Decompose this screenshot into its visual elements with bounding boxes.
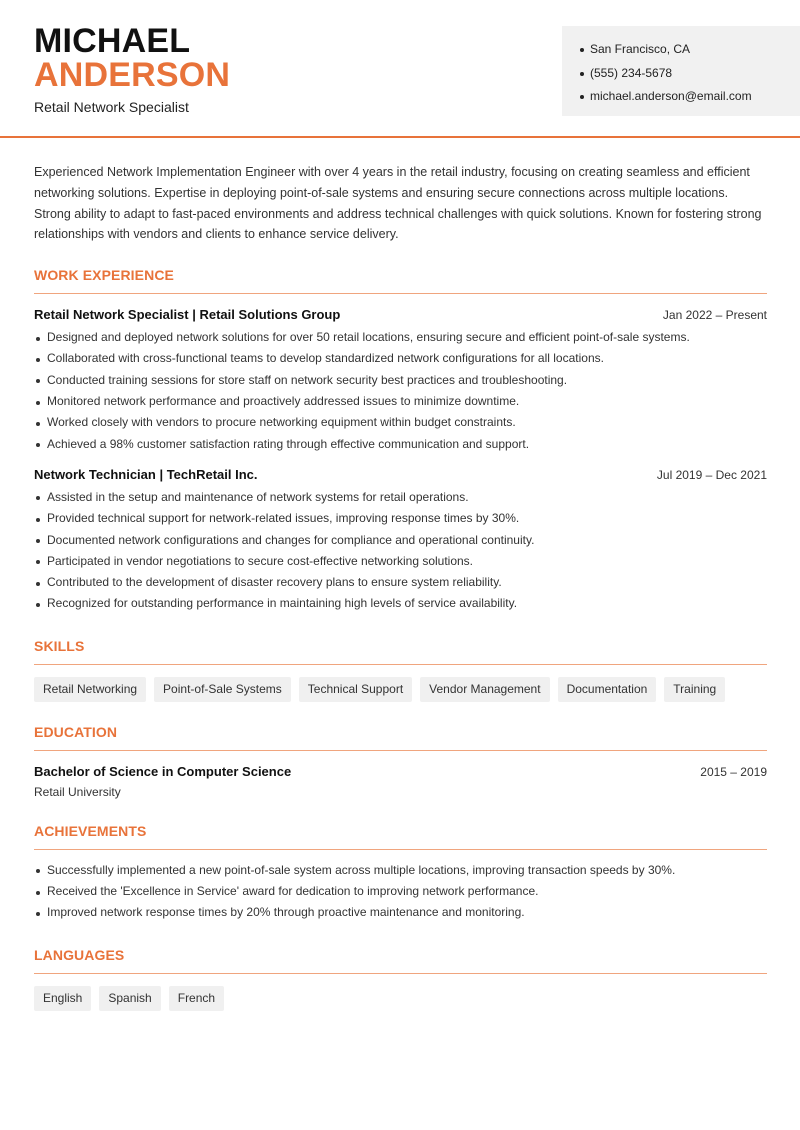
bullet-item: Monitored network performance and proactively addressed issues to minimize downtime. <box>34 391 767 412</box>
skills-tags <box>34 677 767 702</box>
job-header <box>34 307 767 322</box>
languages-tags <box>34 986 767 1011</box>
language-tag: Spanish <box>99 986 160 1011</box>
achievements-section <box>34 823 767 924</box>
education-dates: 2015 – 2019 <box>700 764 767 779</box>
language-tag: French <box>169 986 224 1011</box>
job-entry <box>34 467 767 615</box>
job-title: Retail Network Specialist <box>34 99 189 115</box>
skill-tag: Point-of-Sale Systems <box>154 677 291 702</box>
achievement-item: Successfully implemented a new point-of-sale system across multiple locations, improving transaction speeds by 30%. <box>34 860 767 881</box>
school-name: Retail University <box>34 784 121 799</box>
job-dates: Jan 2022 – Present <box>662 308 767 323</box>
first-name: MICHAEL <box>34 22 191 60</box>
last-name: ANDERSON <box>34 56 231 94</box>
job-bullets <box>34 487 767 615</box>
section-title-education: EDUCATION <box>34 724 767 751</box>
languages-section <box>34 947 767 1011</box>
job-header <box>34 467 767 482</box>
degree: Bachelor of Science in Computer Science <box>34 763 292 779</box>
bullet-item: Recognized for outstanding performance in maintaining high levels of service availability. <box>34 593 767 614</box>
achievement-item: Improved network response times by 20% through proactive maintenance and monitoring. <box>34 902 767 923</box>
work-section <box>34 267 767 615</box>
bullet-item: Achieved a 98% customer satisfaction rating through effective communication and support. <box>34 434 767 455</box>
bullet-item: Documented network configurations and changes for compliance and operational continuity. <box>34 530 767 551</box>
summary: Experienced Network Implementation Engineer with over 4 years in the retail industry, focusing on creating seamless and efficient networking solutions. Expertise in deploying point-of-sale systems and ensuring secure connections across multiple locations. Strong ability to adapt to fast-paced environments and address technical challenges with quick solutions. Known for fostering strong relationships with vendors and clients to enhance service delivery. <box>34 165 762 242</box>
achievement-item: Received the 'Excellence in Service' award for dedication to improving network performance. <box>34 881 767 902</box>
bullet-item: Worked closely with vendors to procure networking equipment within budget constraints. <box>34 412 767 433</box>
education-header <box>34 764 767 779</box>
resume-body <box>34 162 767 1011</box>
bullet-item: Assisted in the setup and maintenance of network systems for retail operations. <box>34 487 767 508</box>
bullet-item: Contributed to the development of disaster recovery plans to ensure system reliability. <box>34 572 767 593</box>
job-bullets <box>34 327 767 455</box>
contact-box <box>562 26 800 116</box>
job-dates: Jul 2019 – Dec 2021 <box>656 467 767 482</box>
job-role: Retail Network Specialist | Retail Solutions Group <box>34 307 341 323</box>
skills-section <box>34 638 767 702</box>
skill-tag: Documentation <box>558 677 657 702</box>
section-title-achievements: ACHIEVEMENTS <box>34 823 767 850</box>
contact-phone: (555) 234-5678 <box>580 62 800 86</box>
section-title-skills: SKILLS <box>34 638 767 665</box>
skill-tag: Technical Support <box>299 677 412 702</box>
bullet-item: Participated in vendor negotiations to secure cost-effective networking solutions. <box>34 551 767 572</box>
bullet-item: Collaborated with cross-functional teams to develop standardized network configurations for all locations. <box>34 348 767 369</box>
achievements-list <box>34 860 767 924</box>
contact-email[interactable]: michael.anderson@email.com <box>580 85 800 109</box>
education-section <box>34 724 767 799</box>
job-entry <box>34 307 767 455</box>
skill-tag: Training <box>664 677 725 702</box>
contact-list <box>580 38 800 109</box>
bullet-item: Conducted training sessions for store staff on network security best practices and troubleshooting. <box>34 370 767 391</box>
section-title-languages: LANGUAGES <box>34 947 767 974</box>
section-title-work: WORK EXPERIENCE <box>34 267 767 294</box>
resume-header <box>0 0 800 138</box>
bullet-item: Provided technical support for network-related issues, improving response times by 30%. <box>34 508 767 529</box>
contact-location: San Francisco, CA <box>580 38 800 62</box>
skill-tag: Vendor Management <box>420 677 549 702</box>
education-entry <box>34 764 767 799</box>
language-tag: English <box>34 986 91 1011</box>
job-role: Network Technician | TechRetail Inc. <box>34 466 258 482</box>
bullet-item: Designed and deployed network solutions for over 50 retail locations, ensuring secure and efficient point-of-sale systems. <box>34 327 767 348</box>
skill-tag: Retail Networking <box>34 677 146 702</box>
